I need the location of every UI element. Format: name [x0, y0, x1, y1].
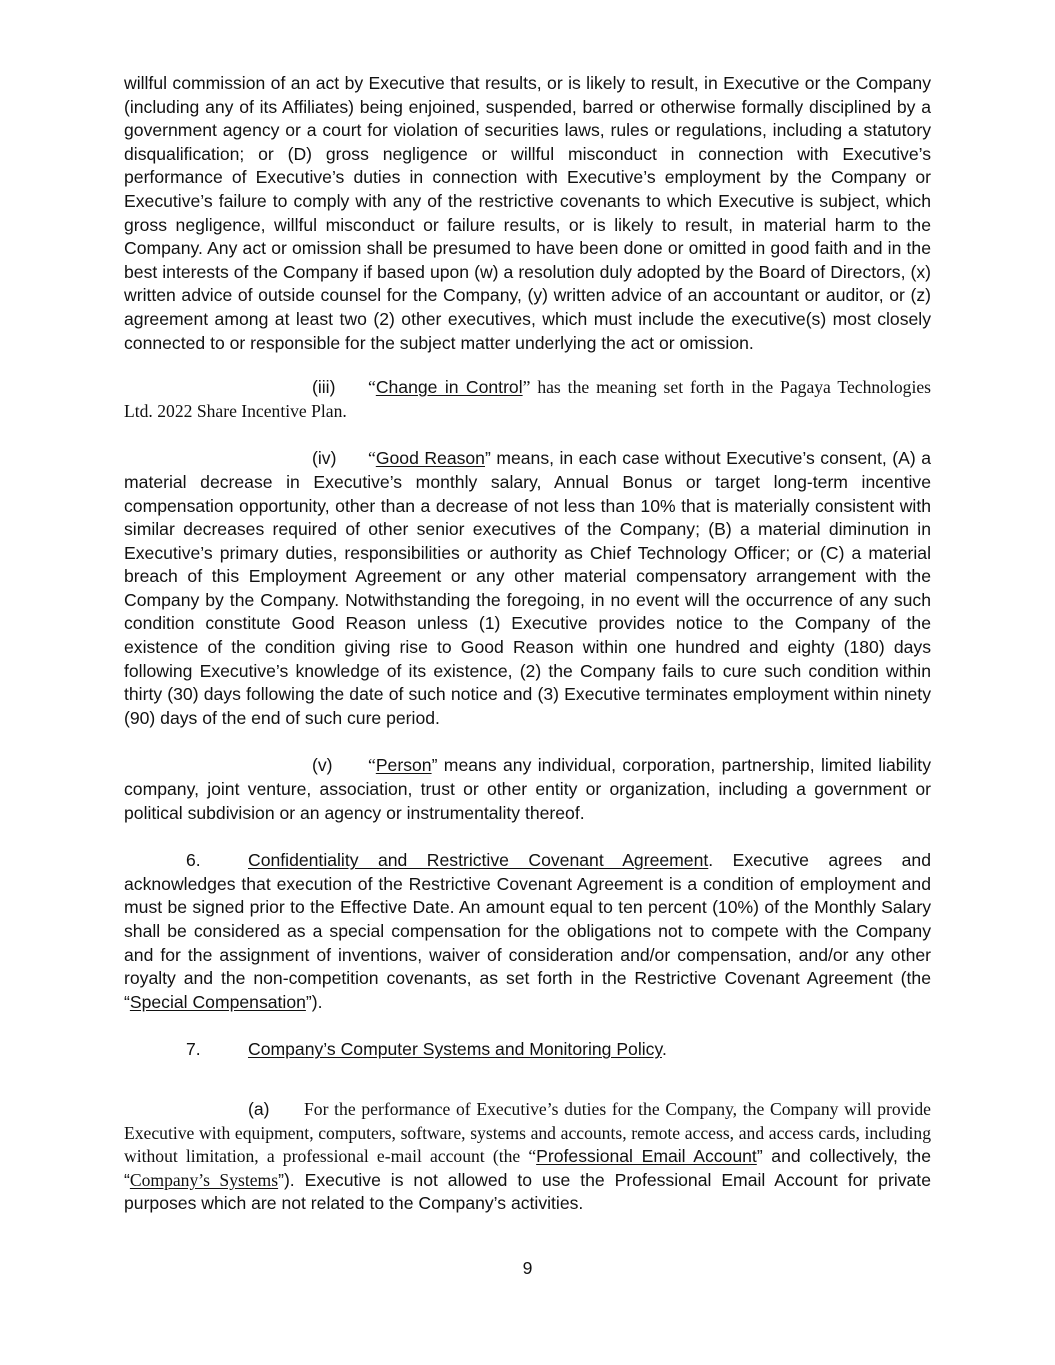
- section-number-7: 7.: [186, 1039, 201, 1060]
- section-heading-confidentiality: Confidentiality and Restrictive Covenant Agreement: [248, 850, 709, 871]
- item-label-a: (a): [248, 1098, 270, 1119]
- open-quote: “: [368, 755, 376, 776]
- document-page: [124, 72, 931, 1216]
- defined-term-change-in-control: Change in Control: [375, 377, 523, 398]
- page-number: 9: [522, 1258, 533, 1278]
- defined-term-companys-systems: Company’s Systems: [129, 1169, 279, 1190]
- section-number-6: 6.: [186, 850, 201, 871]
- defined-term-special-compensation: Special Compensation: [129, 991, 306, 1012]
- definition-good-reason: [124, 447, 931, 730]
- definition-text: ” means, in each case without Executive’s consent, (A) a material decrease in Executive’s monthly salary, Annual Bonus or target long-term incentive compensation opportunity, other than a decrease of not less than 10% that is materially consistent with similar decreases required of other senior executives of the Company; (B) a material diminution in Executive’s primary duties, responsibilities or authority as Chief Technology Officer; or (C) a material breach of this Employment Agreement or any other material compensatory arrangement with the Company by the Company. Notwithstanding the foregoing, in no event will the occurrence of any such condition constitute Good Reason unless (1) Executive provides notice to the Company of the existence of the condition giving rise to Good Reason within one hundred and eighty (180) days following Executive’s knowledge of its existence, (2) the Company fails to cure such condition within thirty (30) days following the date of such notice and (3) Executive terminates employment within ninety (90) days of the end of such cure period.: [124, 448, 931, 728]
- item-label-iv: (iv): [312, 448, 337, 469]
- defined-term-good-reason: Good Reason: [375, 448, 485, 469]
- section-6-body: . Executive agrees and acknowledges that execution of the Restrictive Covenant Agreement is a condition of employment and must be signed prior to the Effective Date. An amount equal to ten percent (10%) of the Monthly Salary shall be considered as a special compensation for the obligations not to compete with the Company and for the assignment of inventions, waiver of consideration and/or compensation, and/or any other royalty and the non-competition covenants, as set forth in the Restrictive Covenant Agreement (the “: [124, 850, 931, 1012]
- open-quote: “: [368, 448, 376, 469]
- section-heading-computer-systems: Company’s Computer Systems and Monitoring Policy: [248, 1039, 662, 1060]
- definition-change-in-control: [124, 376, 931, 423]
- open-quote: “: [368, 377, 376, 398]
- paragraph-cause-definition-continued: willful commission of an act by Executive that results, or is likely to result, in Executive or the Company (including any of its Affiliates) being enjoined, suspended, barred or otherwise formally disciplined by a government agency or a court for violation of securities laws, rules or regulations, including a statutory disqualification; or (D) gross negligence or willful misconduct in connection with Executive’s performance of Executive’s duties in connection with Executive’s employment by the Company or Executive’s failure to comply with any of the restrictive covenants to which Executive is subject, which gross negligence, willful misconduct or failure results, or is likely to result, in material harm to the Company. Any act or omission shall be presumed to have been done or omitted in good faith and in the best interests of the Company if based upon (w) a resolution duly adopted by the Board of Directors, (x) written advice of outside counsel for the Company, (y) written advice of an accountant or auditor, or (z) agreement among at least two (2) other executives, which must include the executive(s) most closely connected to or responsible for the subject matter underlying the act or omission.: [124, 73, 931, 353]
- section-6-confidentiality: [124, 849, 931, 1014]
- item-7a-middle: ” and collectively, the “: [124, 1146, 932, 1190]
- definition-text: ” has the meaning set forth in the Pagaya Technologies Ltd. 2022 Share Incentive Plan.: [124, 377, 931, 421]
- item-7a-computer-systems: [124, 1098, 931, 1216]
- defined-term-professional-email-account: Professional Email Account: [536, 1146, 757, 1167]
- item-7a-body-start: For the performance of Executive’s duties for the Company, the Company will provide Executive with equipment, computers, software, systems and accounts, remote access, and access cards, including without limitation, a professional e-mail account (the “: [124, 1098, 931, 1167]
- section-7-period: .: [661, 1039, 667, 1060]
- section-6-tail: ”).: [305, 991, 323, 1012]
- defined-term-person: Person: [375, 755, 432, 776]
- item-label-v: (v): [312, 755, 333, 776]
- item-7a-body-end: ”). Executive is not allowed to use the Professional Email Account for private purposes which are not related to the Company’s activities.: [124, 1169, 931, 1214]
- item-label-iii: (iii): [312, 377, 336, 398]
- section-7-heading: [124, 1038, 931, 1062]
- definition-text: ” means any individual, corporation, partnership, limited liability company, joint venture, association, trust or other entity or organization, including a government or political subdivision or an agency or instrumentality thereof.: [124, 755, 931, 823]
- definition-person: [124, 754, 931, 825]
